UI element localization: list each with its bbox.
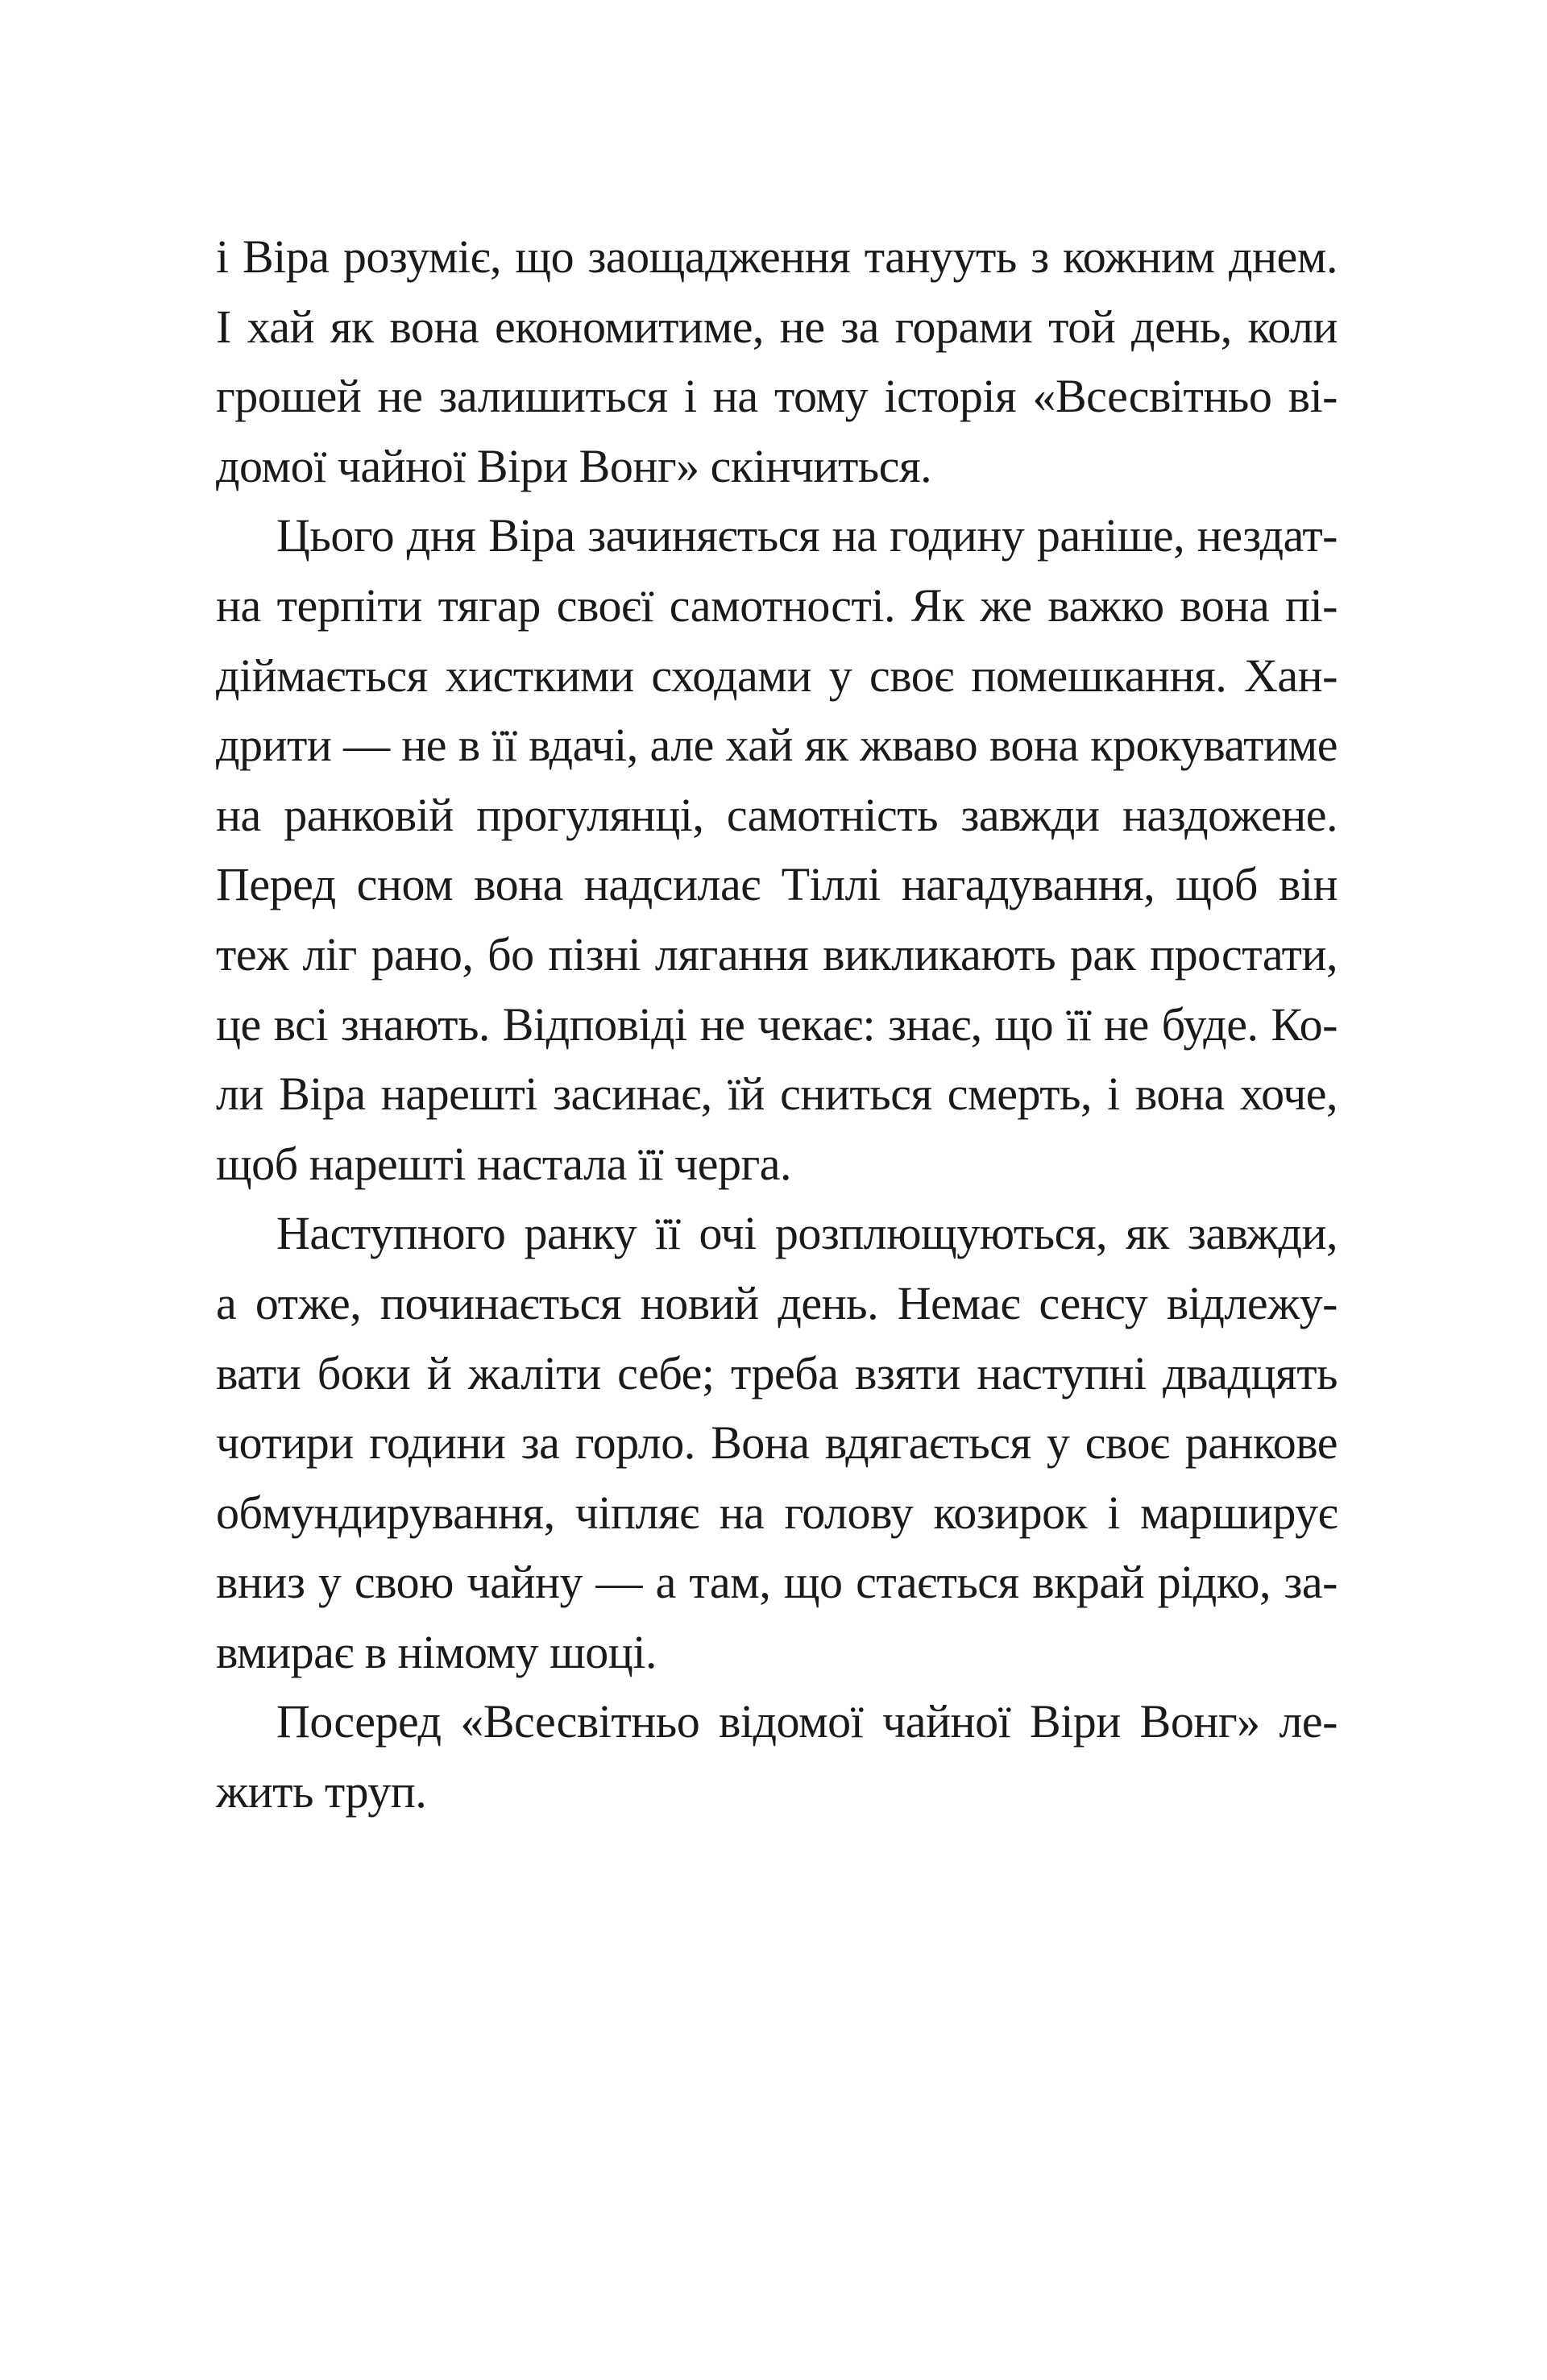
text-line: на терпіти тягар своєї самотності. Як же важко вона пі- — [216, 578, 1338, 632]
text-line: Наступного ранку її очі розплющуються, як завжди, — [276, 1207, 1338, 1260]
text-line: Цього дня Віра зачиняється на годину раніше, нездат- — [276, 509, 1338, 562]
text-line: вниз у свою чайну — а там, що стається вкрай рідко, за- — [216, 1556, 1338, 1609]
text-line: теж ліг рано, бо пізні лягання викликають рак простати, — [216, 927, 1338, 981]
text-line: на ранковій прогулянці, самотність завжди наздожене. — [216, 788, 1338, 841]
text-line: вмирає в німому шоці. — [216, 1625, 657, 1678]
text-line: І хай як вона економитиме, не за горами той день, коли — [216, 300, 1338, 353]
paragraph — [216, 1199, 1338, 1687]
text-line: обмундирування, чіпляє на голову козирок і марширує — [216, 1486, 1338, 1539]
text-line: а отже, починається новий день. Немає сенсу відлежу- — [216, 1276, 1338, 1329]
paragraph — [216, 222, 1338, 501]
text-line: це всі знають. Відповіді не чекає: знає, що її не буде. Ко- — [216, 997, 1338, 1051]
text-line: щоб нарешті настала її черга. — [216, 1137, 792, 1190]
text-line: дрити — не в її вдачі, але хай як жваво вона крокуватиме — [216, 719, 1338, 772]
text-line: жить труп. — [216, 1765, 427, 1818]
paragraph — [216, 501, 1338, 1199]
text-line: грошей не залишиться і на тому історія «Всесвітньо ві- — [216, 370, 1338, 423]
text-line: чотири години за горло. Вона вдягається у своє ранкове — [216, 1416, 1338, 1470]
text-line: і Віра розуміє, що заощадження танууть з кожним днем. — [216, 230, 1338, 283]
text-line: Посеред «Всесвітньо відомої чайної Віри Вонг» ле- — [276, 1695, 1338, 1748]
paragraph — [216, 1687, 1338, 1826]
text-line: вати боки й жаліти себе; треба взяти наступні двадцять — [216, 1346, 1338, 1399]
text-line: Перед сном вона надсилає Тіллі нагадування, щоб він — [216, 858, 1338, 911]
book-page-text — [216, 222, 1338, 1827]
text-line: ли Віра нарешті засинає, їй сниться смерть, і вона хоче, — [216, 1068, 1338, 1121]
text-line: діймається хисткими сходами у своє помешкання. Хан- — [216, 649, 1338, 702]
text-line: домої чайної Віри Вонг» скінчиться. — [216, 439, 932, 492]
